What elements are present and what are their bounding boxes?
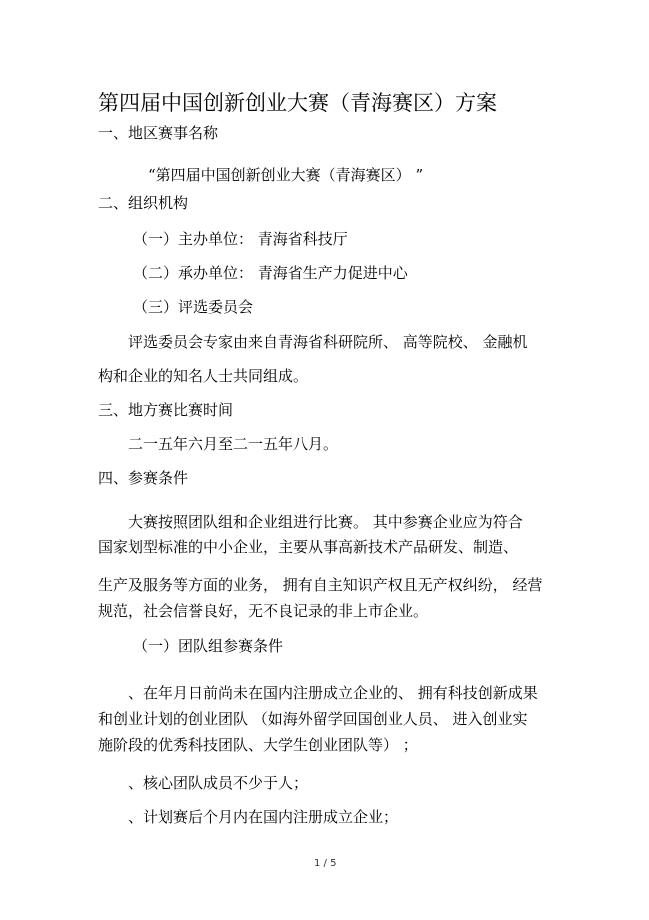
paragraph-line: （一）主办单位： 青海省科技厅 xyxy=(133,230,348,248)
section-heading: 三、地方赛比赛时间 xyxy=(98,401,234,419)
paragraph-line: 评选委员会专家由来自青海省科研院所、 高等院校、 金融机 xyxy=(128,333,528,351)
section-heading: 四、参赛条件 xyxy=(98,469,189,487)
paragraph-line: 规范，社会信誉良好，无不良记录的非上市企业。 xyxy=(98,602,429,620)
paragraph-line: “第四届中国创新创业大赛（青海赛区） ” xyxy=(148,166,424,184)
paragraph-line: 和创业计划的创业团队 （如海外留学回国创业人员、 进入创业实 xyxy=(98,710,528,728)
page-number: 1 / 5 xyxy=(314,858,337,869)
paragraph-line: 、在年月日前尚未在国内注册成立企业的、 拥有科技创新成果 xyxy=(128,684,538,702)
paragraph-line: 施阶段的优秀科技团队、大学生创业团队等） ； xyxy=(98,736,418,754)
paragraph-line: 大赛按照团队组和企业组进行比赛。 其中参赛企业应为符合 xyxy=(128,513,523,531)
paragraph-line: 生产及服务等方面的业务， 拥有自主知识产权且无产权纠纷， 经营 xyxy=(98,576,543,594)
paragraph-line: 、计划赛后个月内在国内注册成立企业； xyxy=(128,808,399,826)
paragraph-line: （二）承办单位： 青海省生产力促进中心 xyxy=(133,264,408,282)
subsection-heading: （一）团队组参赛条件 xyxy=(133,637,284,655)
page-title: 第四届中国创新创业大赛（青海赛区）方案 xyxy=(98,91,497,115)
section-heading: 二、组织机构 xyxy=(98,194,189,212)
section-heading: 一、地区赛事名称 xyxy=(98,124,219,142)
paragraph-line: 二一五年六月至二一五年八月。 xyxy=(128,435,339,453)
paragraph-line: 国家划型标准的中小企业，主要从事高新技术产品研发、制造、 xyxy=(98,538,519,556)
paragraph-line: （三）评选委员会 xyxy=(133,298,254,316)
paragraph-line: 、核心团队成员不少于人； xyxy=(128,774,309,792)
paragraph-line: 构和企业的知名人士共同组成。 xyxy=(98,367,309,385)
